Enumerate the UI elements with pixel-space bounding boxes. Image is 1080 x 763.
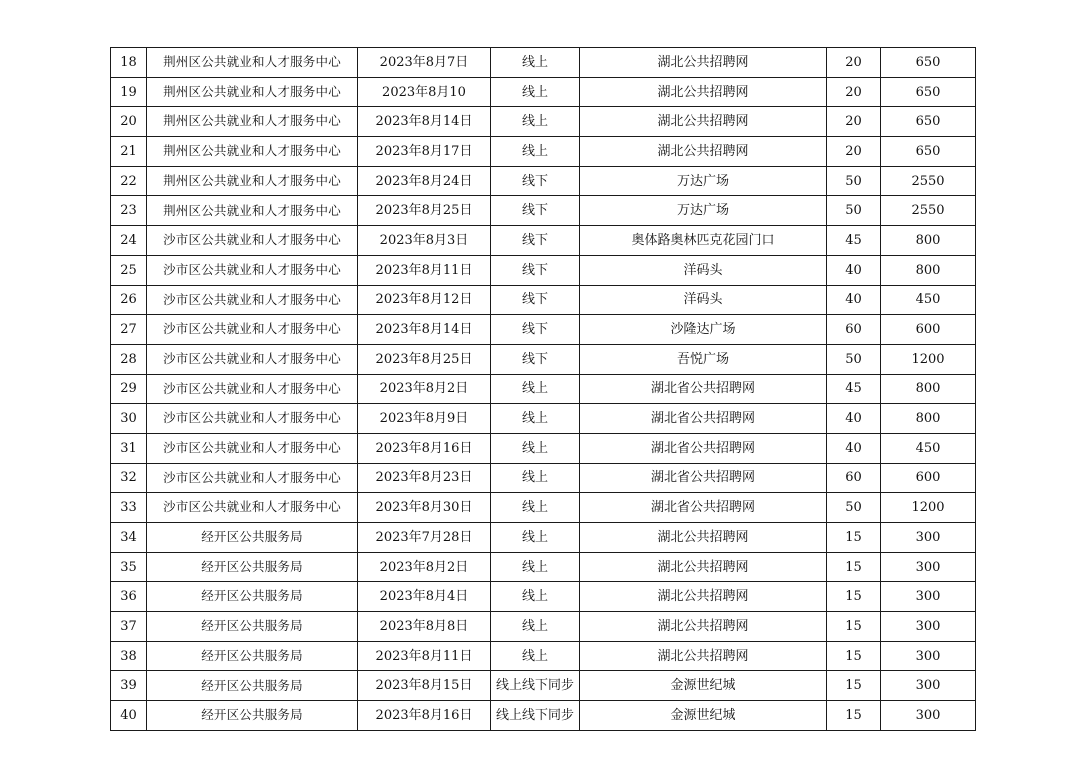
organizer-cell: 荆州区公共就业和人才服务中心 [147, 137, 358, 167]
table-row [111, 285, 976, 315]
positions-count-cell: 450 [881, 285, 976, 315]
date-cell: 2023年8月17日 [358, 137, 491, 167]
mode-cell: 线上线下同步 [491, 671, 580, 701]
mode-cell: 线上 [491, 77, 580, 107]
mode-cell: 线上 [491, 48, 580, 78]
row-number-cell: 35 [111, 552, 147, 582]
mode-cell: 线上 [491, 433, 580, 463]
row-number-cell: 21 [111, 137, 147, 167]
positions-count-cell: 650 [881, 48, 976, 78]
positions-count-cell: 300 [881, 641, 976, 671]
table-body [111, 48, 976, 731]
companies-count-cell: 20 [827, 137, 881, 167]
positions-count-cell: 2550 [881, 196, 976, 226]
companies-count-cell: 45 [827, 374, 881, 404]
row-number-cell: 19 [111, 77, 147, 107]
venue-cell: 湖北公共招聘网 [580, 523, 827, 553]
mode-cell: 线上 [491, 552, 580, 582]
table-row [111, 48, 976, 78]
table-row [111, 374, 976, 404]
row-number-cell: 29 [111, 374, 147, 404]
companies-count-cell: 50 [827, 493, 881, 523]
venue-cell: 洋码头 [580, 255, 827, 285]
venue-cell: 金源世纪城 [580, 701, 827, 731]
positions-count-cell: 800 [881, 374, 976, 404]
row-number-cell: 40 [111, 701, 147, 731]
organizer-cell: 经开区公共服务局 [147, 641, 358, 671]
table-row [111, 582, 976, 612]
organizer-cell: 荆州区公共就业和人才服务中心 [147, 77, 358, 107]
positions-count-cell: 300 [881, 523, 976, 553]
positions-count-cell: 650 [881, 137, 976, 167]
companies-count-cell: 45 [827, 226, 881, 256]
table-row [111, 107, 976, 137]
companies-count-cell: 15 [827, 582, 881, 612]
mode-cell: 线上 [491, 404, 580, 434]
positions-count-cell: 2550 [881, 166, 976, 196]
date-cell: 2023年8月11日 [358, 255, 491, 285]
table-row [111, 493, 976, 523]
date-cell: 2023年8月14日 [358, 107, 491, 137]
positions-count-cell: 800 [881, 255, 976, 285]
companies-count-cell: 20 [827, 48, 881, 78]
table-row [111, 671, 976, 701]
venue-cell: 湖北公共招聘网 [580, 641, 827, 671]
positions-count-cell: 300 [881, 552, 976, 582]
companies-count-cell: 15 [827, 552, 881, 582]
table-row [111, 404, 976, 434]
positions-count-cell: 600 [881, 315, 976, 345]
date-cell: 2023年8月16日 [358, 433, 491, 463]
mode-cell: 线上 [491, 641, 580, 671]
table-row [111, 315, 976, 345]
positions-count-cell: 1200 [881, 344, 976, 374]
date-cell: 2023年8月30日 [358, 493, 491, 523]
mode-cell: 线下 [491, 196, 580, 226]
row-number-cell: 33 [111, 493, 147, 523]
table-row [111, 166, 976, 196]
companies-count-cell: 50 [827, 344, 881, 374]
organizer-cell: 经开区公共服务局 [147, 523, 358, 553]
row-number-cell: 25 [111, 255, 147, 285]
date-cell: 2023年8月23日 [358, 463, 491, 493]
organizer-cell: 沙市区公共就业和人才服务中心 [147, 315, 358, 345]
date-cell: 2023年8月2日 [358, 374, 491, 404]
companies-count-cell: 20 [827, 77, 881, 107]
organizer-cell: 经开区公共服务局 [147, 671, 358, 701]
table-row [111, 344, 976, 374]
organizer-cell: 沙市区公共就业和人才服务中心 [147, 374, 358, 404]
row-number-cell: 22 [111, 166, 147, 196]
companies-count-cell: 50 [827, 166, 881, 196]
row-number-cell: 26 [111, 285, 147, 315]
row-number-cell: 38 [111, 641, 147, 671]
date-cell: 2023年8月9日 [358, 404, 491, 434]
positions-count-cell: 300 [881, 582, 976, 612]
mode-cell: 线下 [491, 344, 580, 374]
venue-cell: 湖北省公共招聘网 [580, 374, 827, 404]
venue-cell: 湖北公共招聘网 [580, 77, 827, 107]
mode-cell: 线下 [491, 255, 580, 285]
row-number-cell: 37 [111, 612, 147, 642]
date-cell: 2023年8月3日 [358, 226, 491, 256]
venue-cell: 洋码头 [580, 285, 827, 315]
table-row [111, 523, 976, 553]
venue-cell: 吾悦广场 [580, 344, 827, 374]
date-cell: 2023年7月28日 [358, 523, 491, 553]
table-row [111, 701, 976, 731]
positions-count-cell: 450 [881, 433, 976, 463]
venue-cell: 湖北省公共招聘网 [580, 493, 827, 523]
companies-count-cell: 15 [827, 671, 881, 701]
organizer-cell: 沙市区公共就业和人才服务中心 [147, 344, 358, 374]
mode-cell: 线下 [491, 226, 580, 256]
table-row [111, 552, 976, 582]
row-number-cell: 39 [111, 671, 147, 701]
venue-cell: 湖北公共招聘网 [580, 612, 827, 642]
mode-cell: 线上 [491, 493, 580, 523]
organizer-cell: 沙市区公共就业和人才服务中心 [147, 404, 358, 434]
organizer-cell: 荆州区公共就业和人才服务中心 [147, 107, 358, 137]
venue-cell: 湖北省公共招聘网 [580, 463, 827, 493]
organizer-cell: 沙市区公共就业和人才服务中心 [147, 255, 358, 285]
companies-count-cell: 15 [827, 701, 881, 731]
table-row [111, 463, 976, 493]
mode-cell: 线上 [491, 137, 580, 167]
row-number-cell: 20 [111, 107, 147, 137]
row-number-cell: 23 [111, 196, 147, 226]
organizer-cell: 沙市区公共就业和人才服务中心 [147, 493, 358, 523]
mode-cell: 线上 [491, 107, 580, 137]
organizer-cell: 经开区公共服务局 [147, 612, 358, 642]
date-cell: 2023年8月2日 [358, 552, 491, 582]
venue-cell: 湖北公共招聘网 [580, 137, 827, 167]
date-cell: 2023年8月15日 [358, 671, 491, 701]
date-cell: 2023年8月8日 [358, 612, 491, 642]
positions-count-cell: 1200 [881, 493, 976, 523]
organizer-cell: 荆州区公共就业和人才服务中心 [147, 48, 358, 78]
companies-count-cell: 40 [827, 285, 881, 315]
date-cell: 2023年8月16日 [358, 701, 491, 731]
positions-count-cell: 800 [881, 404, 976, 434]
job-fair-schedule-table [110, 47, 976, 731]
mode-cell: 线上 [491, 523, 580, 553]
mode-cell: 线下 [491, 166, 580, 196]
venue-cell: 沙隆达广场 [580, 315, 827, 345]
mode-cell: 线上线下同步 [491, 701, 580, 731]
date-cell: 2023年8月14日 [358, 315, 491, 345]
row-number-cell: 24 [111, 226, 147, 256]
date-cell: 2023年8月25日 [358, 196, 491, 226]
venue-cell: 万达广场 [580, 196, 827, 226]
mode-cell: 线上 [491, 463, 580, 493]
companies-count-cell: 40 [827, 404, 881, 434]
organizer-cell: 沙市区公共就业和人才服务中心 [147, 463, 358, 493]
row-number-cell: 36 [111, 582, 147, 612]
mode-cell: 线下 [491, 285, 580, 315]
date-cell: 2023年8月12日 [358, 285, 491, 315]
venue-cell: 湖北公共招聘网 [580, 48, 827, 78]
venue-cell: 金源世纪城 [580, 671, 827, 701]
date-cell: 2023年8月24日 [358, 166, 491, 196]
organizer-cell: 沙市区公共就业和人才服务中心 [147, 226, 358, 256]
table-row [111, 77, 976, 107]
positions-count-cell: 650 [881, 107, 976, 137]
row-number-cell: 32 [111, 463, 147, 493]
date-cell: 2023年8月4日 [358, 582, 491, 612]
table-row [111, 641, 976, 671]
organizer-cell: 沙市区公共就业和人才服务中心 [147, 285, 358, 315]
venue-cell: 奥体路奥林匹克花园门口 [580, 226, 827, 256]
organizer-cell: 经开区公共服务局 [147, 552, 358, 582]
companies-count-cell: 50 [827, 196, 881, 226]
mode-cell: 线下 [491, 315, 580, 345]
table-row [111, 612, 976, 642]
table-row [111, 255, 976, 285]
row-number-cell: 27 [111, 315, 147, 345]
row-number-cell: 30 [111, 404, 147, 434]
venue-cell: 湖北公共招聘网 [580, 552, 827, 582]
mode-cell: 线上 [491, 374, 580, 404]
date-cell: 2023年8月10 [358, 77, 491, 107]
companies-count-cell: 20 [827, 107, 881, 137]
companies-count-cell: 15 [827, 641, 881, 671]
row-number-cell: 31 [111, 433, 147, 463]
companies-count-cell: 40 [827, 255, 881, 285]
mode-cell: 线上 [491, 612, 580, 642]
row-number-cell: 28 [111, 344, 147, 374]
venue-cell: 湖北公共招聘网 [580, 107, 827, 137]
table-row [111, 196, 976, 226]
date-cell: 2023年8月7日 [358, 48, 491, 78]
row-number-cell: 18 [111, 48, 147, 78]
venue-cell: 湖北省公共招聘网 [580, 404, 827, 434]
table-row [111, 226, 976, 256]
table-row [111, 433, 976, 463]
companies-count-cell: 60 [827, 315, 881, 345]
organizer-cell: 荆州区公共就业和人才服务中心 [147, 166, 358, 196]
venue-cell: 万达广场 [580, 166, 827, 196]
positions-count-cell: 650 [881, 77, 976, 107]
positions-count-cell: 300 [881, 671, 976, 701]
organizer-cell: 沙市区公共就业和人才服务中心 [147, 433, 358, 463]
organizer-cell: 荆州区公共就业和人才服务中心 [147, 196, 358, 226]
positions-count-cell: 300 [881, 701, 976, 731]
date-cell: 2023年8月11日 [358, 641, 491, 671]
organizer-cell: 经开区公共服务局 [147, 582, 358, 612]
table-row [111, 137, 976, 167]
positions-count-cell: 600 [881, 463, 976, 493]
organizer-cell: 经开区公共服务局 [147, 701, 358, 731]
companies-count-cell: 15 [827, 523, 881, 553]
positions-count-cell: 300 [881, 612, 976, 642]
venue-cell: 湖北公共招聘网 [580, 582, 827, 612]
mode-cell: 线上 [491, 582, 580, 612]
companies-count-cell: 15 [827, 612, 881, 642]
row-number-cell: 34 [111, 523, 147, 553]
venue-cell: 湖北省公共招聘网 [580, 433, 827, 463]
date-cell: 2023年8月25日 [358, 344, 491, 374]
companies-count-cell: 60 [827, 463, 881, 493]
positions-count-cell: 800 [881, 226, 976, 256]
companies-count-cell: 40 [827, 433, 881, 463]
